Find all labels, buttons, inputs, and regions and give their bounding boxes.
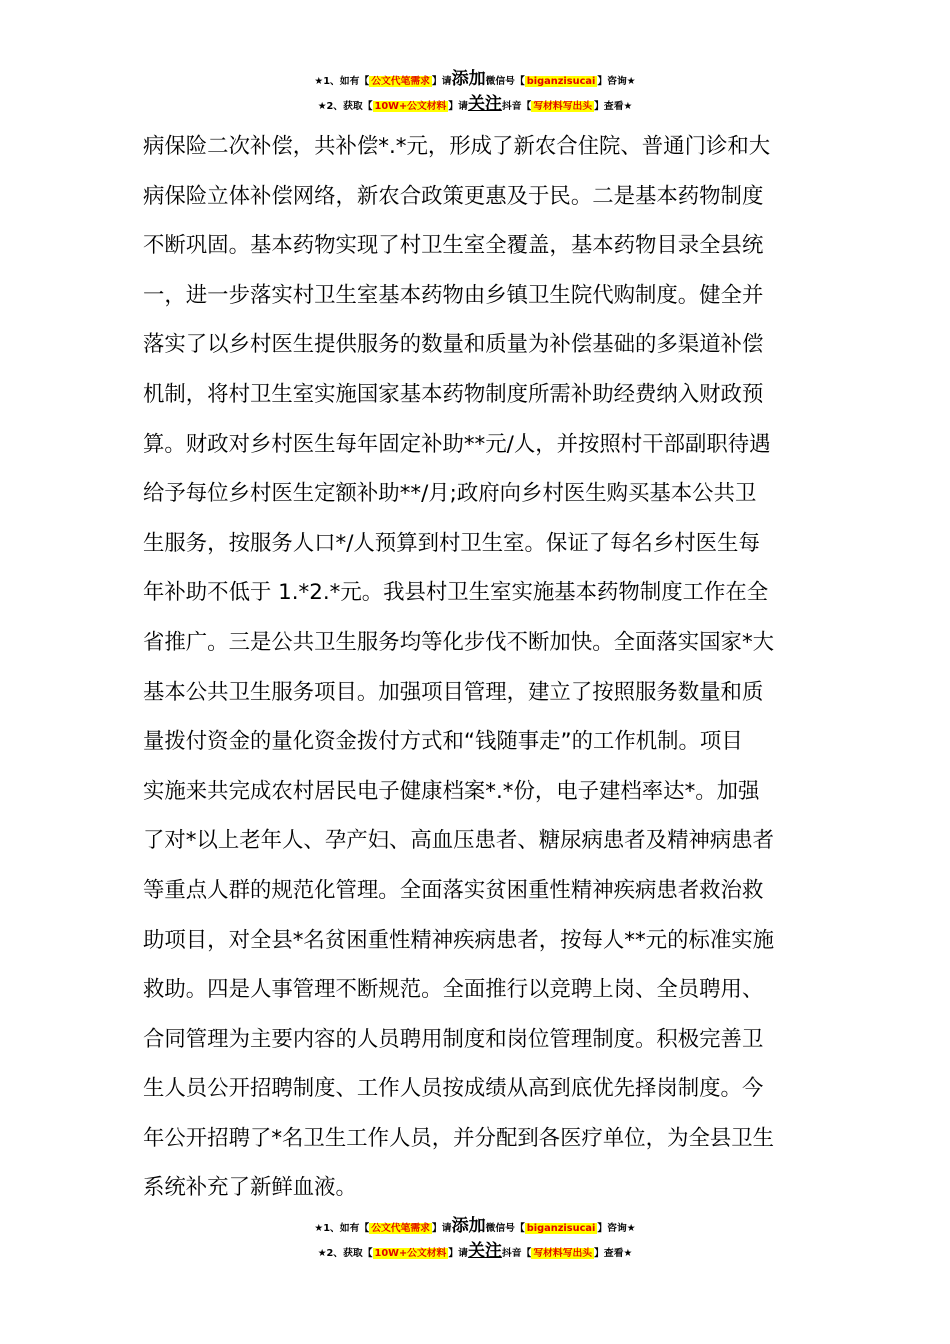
banner-text: 微信号【 xyxy=(485,76,525,87)
highlight-douyin: 写材料写出头 xyxy=(533,1248,593,1259)
banner-emphasis: 关注 xyxy=(467,1241,502,1261)
top-banner xyxy=(0,68,950,118)
banner-text: 】请 xyxy=(431,76,452,87)
banner-text: ★1、如有【 xyxy=(314,1223,370,1234)
body-line: 实施来共完成农村居民电子健康档案*.*份，电子建档率达*。加强 xyxy=(143,778,760,804)
body-line: 年公开招聘了*名卫生工作人员，并分配到各医疗单位，为全县卫生 xyxy=(143,1125,775,1151)
highlight-materials: 10W+公文材料 xyxy=(374,101,447,112)
body-line: 给予每位乡村医生定额补助**/月;政府向乡村医生购买基本公共卫 xyxy=(143,481,757,507)
banner-text: ★1、如有【 xyxy=(314,76,370,87)
banner-emphasis: 关注 xyxy=(467,94,502,114)
banner-emphasis: 添加 xyxy=(451,1216,486,1236)
body-line: 病保险立体补偿网络，新农合政策更惠及于民。二是基本药物制度 xyxy=(143,183,764,209)
body-line: 落实了以乡村医生提供服务的数量和质量为补偿基础的多渠道补偿 xyxy=(143,332,764,358)
body-line: 生服务，按服务人口*/人预算到村卫生室。保证了每名乡村医生每 xyxy=(143,530,760,556)
banner-text: ★2、获取【 xyxy=(317,1248,373,1259)
highlight-douyin: 写材料写出头 xyxy=(533,101,593,112)
body-line: 不断巩固。基本药物实现了村卫生室全覆盖，基本药物目录全县统 xyxy=(143,233,764,259)
banner-emphasis: 添加 xyxy=(451,69,486,89)
banner-line-2 xyxy=(0,93,950,118)
banner-text: 】咨询★ xyxy=(597,1223,636,1234)
body-line: 一，进一步落实村卫生室基本药物由乡镇卫生院代购制度。健全并 xyxy=(143,282,764,308)
highlight-materials: 10W+公文材料 xyxy=(374,1248,447,1259)
body-line: 病保险二次补偿，共补偿*.*元，形成了新农合住院、普通门诊和大 xyxy=(143,134,771,159)
banner-line-2 xyxy=(0,1240,950,1265)
body-line: 量拨付资金的量化资金拨付方式和“钱随事走”的工作机制。项目 xyxy=(143,729,743,755)
highlight-ghostwriting: 公文代笔需求 xyxy=(371,1223,430,1234)
highlight-wechat-id: biganzisucai xyxy=(526,1223,596,1234)
body-line: 基本公共卫生服务项目。加强项目管理，建立了按照服务数量和质 xyxy=(143,679,764,705)
body-line: 机制，将村卫生室实施国家基本药物制度所需补助经费纳入财政预 xyxy=(143,381,764,407)
banner-text: 抖音【 xyxy=(501,101,532,112)
banner-line-1 xyxy=(0,1215,950,1240)
body-line: 助项目，对全县*名贫困重性精神疾病患者，按每人**元的标准实施 xyxy=(143,927,775,953)
body-line: 救助。四是人事管理不断规范。全面推行以竞聘上岗、全员聘用、 xyxy=(143,977,764,1003)
banner-text: 】请 xyxy=(431,1223,452,1234)
bottom-banner xyxy=(0,1215,950,1265)
body-line: 了对*以上老年人、孕产妇、高血压患者、糖尿病患者及精神病患者 xyxy=(143,828,775,854)
body-line: 年补助不低于 1.*2.*元。我县村卫生室实施基本药物制度工作在全 xyxy=(143,580,769,606)
body-line: 合同管理为主要内容的人员聘用制度和岗位管理制度。积极完善卫 xyxy=(143,1026,764,1052)
banner-text: 】查看★ xyxy=(594,101,633,112)
body-line: 系统补充了新鲜血液。 xyxy=(143,1175,357,1201)
highlight-ghostwriting: 公文代笔需求 xyxy=(371,76,430,87)
banner-text: 】请 xyxy=(448,1248,468,1259)
body-line: 算。财政对乡村医生每年固定补助**元/人，并按照村干部副职待遇 xyxy=(143,431,771,457)
banner-text: 】请 xyxy=(448,101,468,112)
document-body xyxy=(143,122,811,1213)
banner-text: 】查看★ xyxy=(594,1248,633,1259)
banner-text: ★2、获取【 xyxy=(317,101,373,112)
banner-line-1 xyxy=(0,68,950,93)
banner-text: 微信号【 xyxy=(485,1223,525,1234)
highlight-wechat-id: biganzisucai xyxy=(526,76,596,87)
banner-text: 抖音【 xyxy=(501,1248,532,1259)
banner-text: 】咨询★ xyxy=(597,76,636,87)
body-line: 生人员公开招聘制度、工作人员按成绩从高到底优先择岗制度。今 xyxy=(143,1076,764,1102)
body-line: 等重点人群的规范化管理。全面落实贫困重性精神疾病患者救治救 xyxy=(143,877,764,903)
body-line: 省推广。三是公共卫生服务均等化步伐不断加快。全面落实国家*大 xyxy=(143,629,775,655)
